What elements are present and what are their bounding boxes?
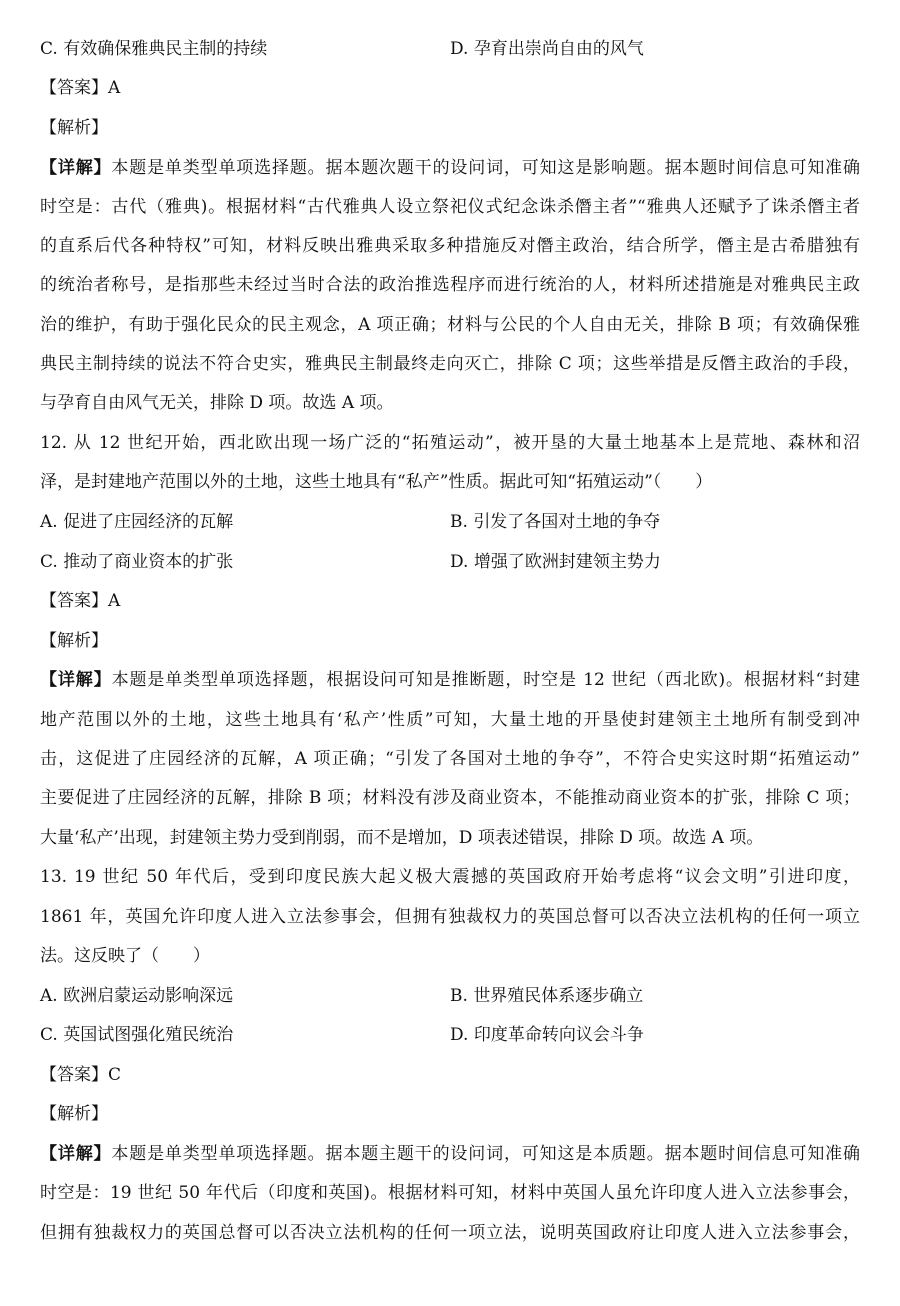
- q12-stem-line: 12. 从 12 世纪开始，西北欧出现一场广泛的“拓殖运动”，被开垦的大量土地基本上是荒地、森林和沼: [40, 433, 860, 453]
- q12-option-c: C. 推动了商业资本的扩张: [40, 552, 234, 572]
- q13-stem-line: 1861 年，英国允许印度人进入立法参事会，但拥有独裁权力的英国总督可以否决立法机构的任何一项立: [40, 907, 860, 927]
- q13-answer: 【答案】C: [40, 1065, 122, 1085]
- q12-detail-line: 击，这促进了庄园经济的瓦解，A 项正确；“引发了各国对土地的争夺”，不符合史实这时期“拓殖运动”: [40, 749, 860, 769]
- q11-detail-line: 的统治者称号，是指那些未经过当时合法的政治推选程序而进行统治的人，材料所述措施是对雅典民主政: [40, 275, 860, 295]
- q11-detail-line: 时空是：古代（雅典)。根据材料“古代雅典人设立祭祀仪式纪念诛杀僭主者”“雅典人还赋予了诛杀僭主者: [40, 197, 860, 217]
- q12-detail-line: 主要促进了庄园经济的瓦解，排除 B 项；材料没有涉及商业资本，不能推动商业资本的扩张，排除 C 项；: [40, 788, 860, 808]
- q13-detail-line: 但拥有独裁权力的英国总督可以否决立法机构的任何一项立法，说明英国政府让印度人进入立法参事会，: [40, 1223, 860, 1243]
- q12-option-d: D. 增强了欧洲封建领主势力: [450, 552, 661, 572]
- q12-detail-line: 【详解】本题是单类型单项选择题，根据设问可知是推断题，时空是 12 世纪（西北欧)。根据材料“封建: [40, 670, 861, 690]
- q12-option-b: B. 引发了各国对土地的争夺: [450, 512, 661, 532]
- q12-detail-line: 大量‘私产’出现，封建领主势力受到削弱，而不是增加，D 项表述错误，排除 D 项。故选 A 项。: [40, 828, 764, 848]
- q11-option-d: D. 孕育出崇尚自由的风气: [450, 39, 644, 59]
- q11-option-c: C. 有效确保雅典民主制的持续: [40, 39, 268, 59]
- q11-detail-tag: 【详解】: [40, 158, 112, 178]
- q13-option-b: B. 世界殖民体系逐步确立: [450, 986, 644, 1006]
- q13-analysis-label: 【解析】: [40, 1104, 108, 1124]
- q11-detail-line: 【详解】本题是单类型单项选择题。据本题次题干的设问词，可知这是影响题。据本题时间信息可知准确: [40, 158, 861, 178]
- q13-option-a: A. 欧洲启蒙运动影响深远: [40, 986, 234, 1006]
- q11-detail-line: 与孕育自由风气无关，排除 D 项。故选 A 项。: [40, 393, 394, 413]
- q13-detail-line: 【详解】本题是单类型单项选择题。据本题主题干的设问词，可知这是本质题。据本题时间信息可知准确: [40, 1144, 861, 1164]
- q12-answer: 【答案】A: [40, 591, 121, 611]
- q13-stem-line: 13. 19 世纪 50 年代后，受到印度民族大起义极大震撼的英国政府开始考虑将“议会文明”引进印度，: [40, 867, 860, 887]
- q12-detail-tag: 【详解】: [40, 670, 112, 690]
- q11-detail-line: 典民主制持续的说法不符合史实，雅典民主制最终走向灭亡，排除 C 项；这些举措是反僭主政治的手段，: [40, 354, 860, 374]
- q13-option-c: C. 英国试图强化殖民统治: [40, 1025, 234, 1045]
- q13-detail-tag: 【详解】: [40, 1144, 112, 1164]
- q11-answer: 【答案】A: [40, 78, 121, 98]
- q12-option-a: A. 促进了庄园经济的瓦解: [40, 512, 234, 532]
- q11-detail-line: 治的维护，有助于强化民众的民主观念，A 项正确；材料与公民的个人自由无关，排除 B 项；有效确保雅: [40, 315, 860, 335]
- q12-detail-line: 地产范围以外的土地，这些土地具有‘私产’性质”可知，大量土地的开垦使封建领主土地所有制受到冲: [40, 710, 860, 730]
- q12-stem-line: 泽，是封建地产范围以外的土地，这些土地具有“私产”性质。据此可知“拓殖运动”（ ）: [40, 472, 713, 492]
- q13-option-d: D. 印度革命转向议会斗争: [450, 1025, 644, 1045]
- q11-detail-line: 的直系后代各种特权”可知，材料反映出雅典采取多种措施反对僭主政治，结合所学，僭主是古希腊独有: [40, 236, 860, 256]
- q11-analysis-label: 【解析】: [40, 118, 108, 138]
- q13-stem-line: 法。这反映了（ ）: [40, 946, 210, 966]
- q13-detail-line: 时空是：19 世纪 50 年代后（印度和英国)。根据材料可知，材料中英国人虽允许印度人进入立法参事会，: [40, 1183, 860, 1203]
- q12-analysis-label: 【解析】: [40, 631, 108, 651]
